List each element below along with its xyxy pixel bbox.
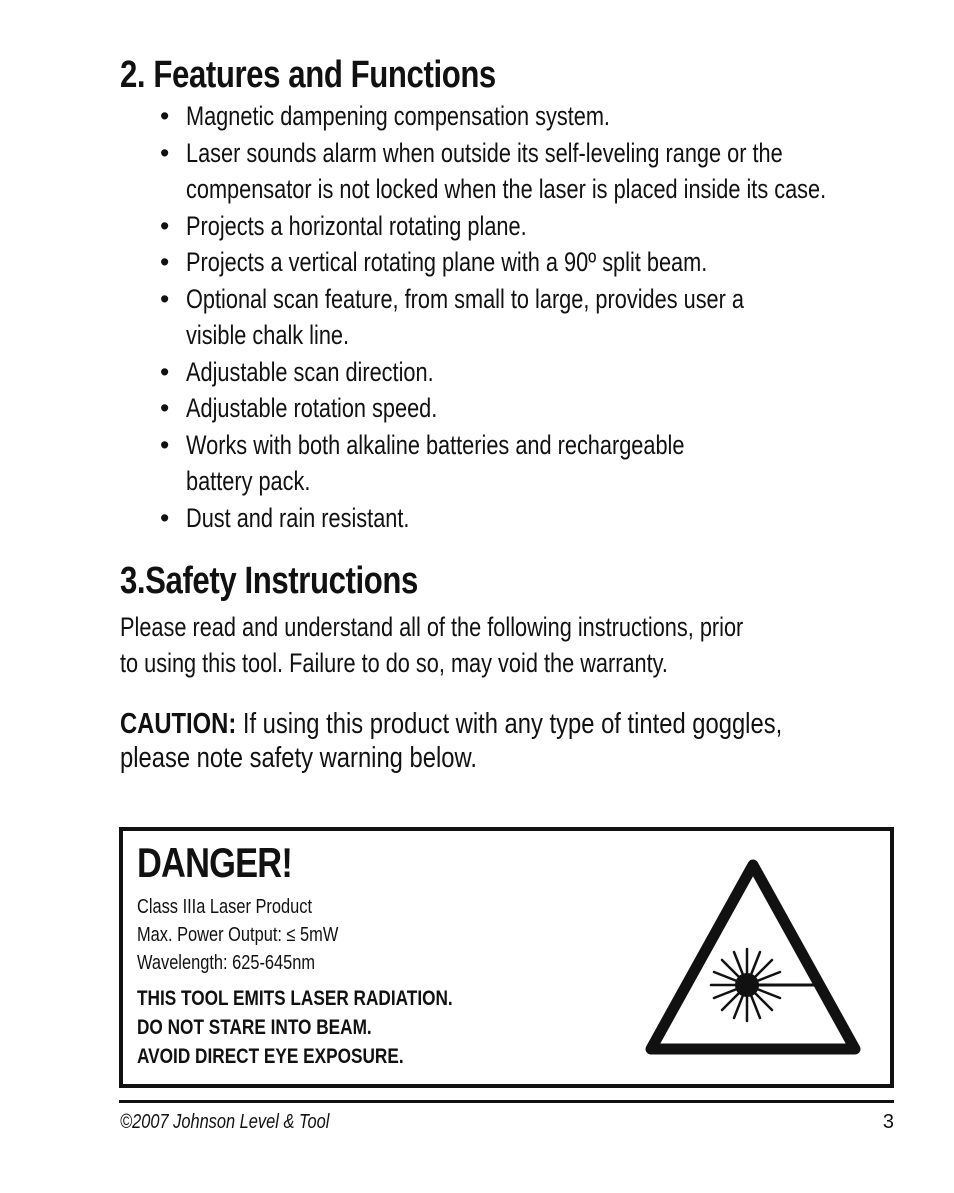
caution-label: CAUTION: (120, 708, 237, 740)
laser-warning-icon (643, 851, 863, 1071)
intro-line: to using this tool. Failure to do so, may void the warranty. (120, 648, 668, 678)
safety-heading: 3.Safety Instructions (120, 560, 418, 602)
page-number: 3 (882, 1111, 894, 1133)
spec-line: Max. Power Output: ≤ 5mW (137, 924, 339, 946)
list-item: • Projects a horizontal rotating plane. (160, 208, 920, 245)
spec-line: Class IIIa Laser Product (137, 896, 313, 918)
danger-label-box (119, 827, 894, 1088)
list-item: • Projects a vertical rotating plane with a 90º split beam. (160, 244, 920, 281)
list-item: • Works with both alkaline batteries and rechargeable battery pack. (160, 427, 920, 500)
list-item: • Optional scan feature, from small to large, provides user a visible chalk line. (160, 281, 920, 354)
intro-line: Please read and understand all of the following instructions, prior (120, 612, 744, 642)
features-list (160, 98, 920, 536)
footer-divider (119, 1100, 894, 1103)
list-item: • Laser sounds alarm when outside its self-leveling range or the compensator is not locked when the laser is placed inside its case. (160, 135, 920, 208)
footer-copyright: ©2007 Johnson Level & Tool (120, 1111, 330, 1133)
caution-text: please note safety warning below. (120, 742, 477, 774)
caution-note (120, 707, 940, 775)
danger-title: DANGER! (137, 839, 292, 886)
list-item: • Dust and rain resistant. (160, 500, 920, 537)
warning-line: DO NOT STARE INTO BEAM. (137, 1016, 372, 1039)
features-heading: 2. Features and Functions (120, 54, 496, 96)
safety-intro (120, 609, 920, 681)
warning-line: AVOID DIRECT EYE EXPOSURE. (137, 1045, 404, 1068)
warning-line: THIS TOOL EMITS LASER RADIATION. (137, 987, 453, 1010)
list-item: • Adjustable rotation speed. (160, 390, 920, 427)
list-item: • Adjustable scan direction. (160, 354, 920, 391)
list-item: • Magnetic dampening compensation system. (160, 98, 920, 135)
caution-text: If using this product with any type of tinted goggles, (236, 708, 783, 740)
spec-line: Wavelength: 625-645nm (137, 952, 316, 974)
